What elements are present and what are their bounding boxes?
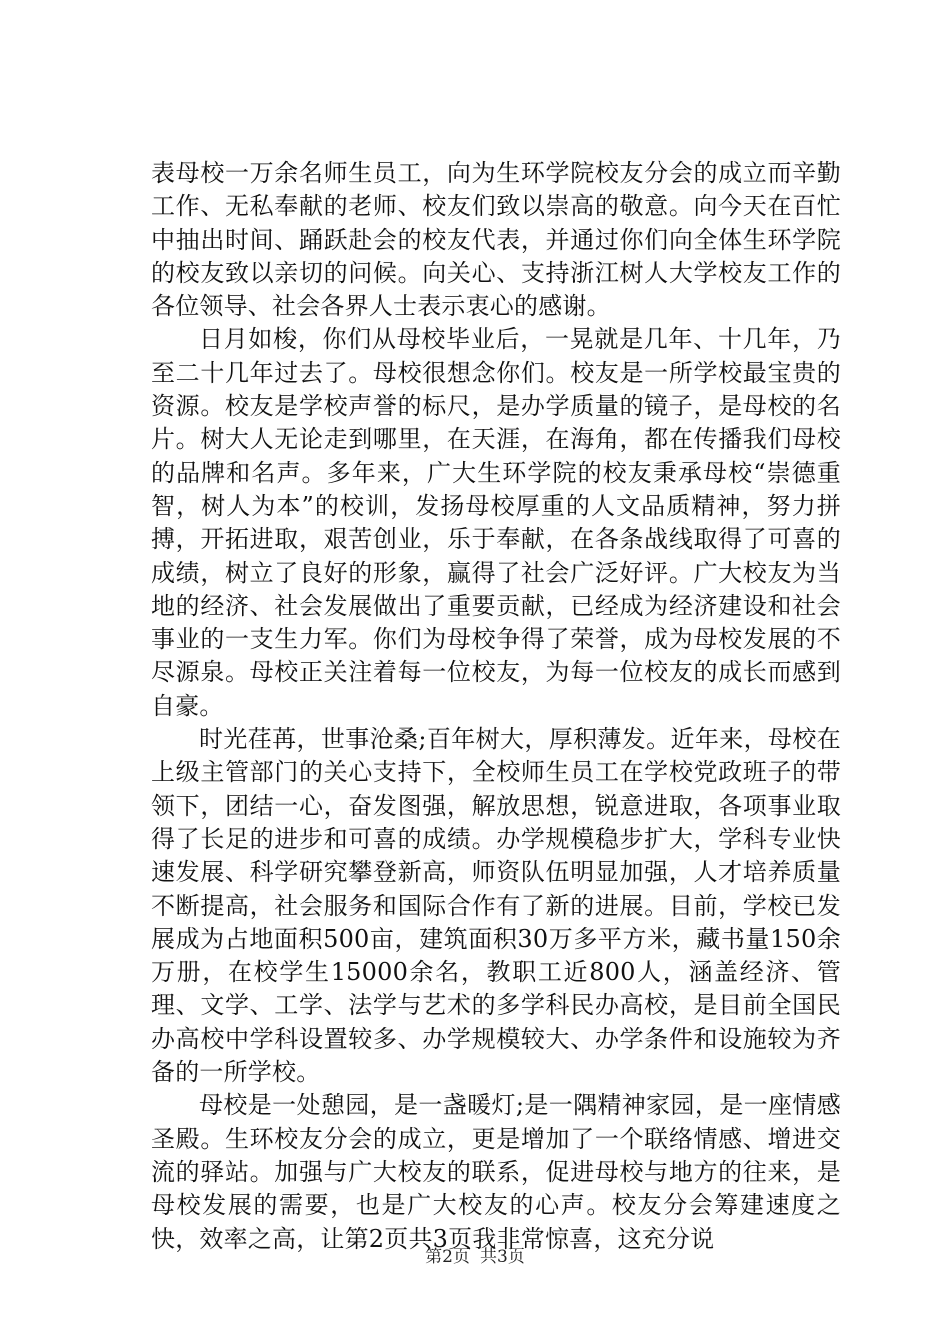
- page-number: 第2页: [425, 1247, 470, 1267]
- paragraph-development: 时光荏苒，世事沧桑;百年树大，厚积薄发。近年来，母校在上级主管部门的关心支持下，全校师生员工在学校党政班子的带领下，团结一心，奋发图强，解放思想，锐意进取，各项事业取得了长足的进步和可喜的成绩。办学规模稳步扩大，学科专业快速发展、科学研究攀登新高，师资队伍明显加强，人才培养质量不断提高，社会服务和国际合作有了新的进展。目前，学校已发展成为占地面积500亩，建筑面积30万多平方米，藏书量150余万册，在校学生15000余名，教职工近800人，涵盖经济、管理、文学、工学、法学与艺术的多学科民办高校，是目前全国民办高校中学科设置较多、办学规模较大、办学条件和设施较为齐备的一所学校。: [151, 725, 841, 1087]
- page-footer: [0, 1242, 950, 1267]
- document-body: [151, 157, 841, 1256]
- paragraph-continuation: 表母校一万余名师生员工，向为生环学院校友分会的成立而辛勤工作、无私奉献的老师、校友们致以崇高的敬意。向今天在百忙中抽出时间、踊跃赴会的校友代表，并通过你们向全体生环学院的校友致以亲切的问候。向关心、支持浙江树人大学校友工作的各位领导、社会各界人士表示衷心的感谢。: [151, 159, 841, 321]
- paragraph-alumni: 日月如梭，你们从母校毕业后，一晃就是几年、十几年，乃至二十几年过去了。母校很想念你们。校友是一所学校最宝贵的资源。校友是学校声誉的标尺，是办学质量的镜子，是母校的名片。树大人无论走到哪里，在天涯，在海角，都在传播我们母校的品牌和名声。多年来，广大生环学院的校友秉承母校“崇德重智，树人为本”的校训，发扬母校厚重的人文品质精神，努力拼搏，开拓进取，艰苦创业，乐于奉献，在各条战线取得了可喜的成绩，树立了良好的形象，赢得了社会广泛好评。广大校友为当地的经济、社会发展做出了重要贡献，已经成为经济建设和社会事业的一支生力军。你们为母校争得了荣誉，成为母校发展的不尽源泉。母校正关注着每一位校友，为每一位校友的成长而感到自豪。: [151, 325, 841, 720]
- page-total: 共3页: [480, 1247, 525, 1267]
- paragraph-home: 母校是一处憩园，是一盏暖灯;是一隅精神家园，是一座情感圣殿。生环校友分会的成立，更是增加了一个联络情感、增进交流的驿站。加强与广大校友的联系，促进母校与地方的往来，是母校发展的需要，也是广大校友的心声。校友分会筹建速度之快，效率之高，让第2页共3页我非常惊喜，这充分说: [151, 1091, 841, 1253]
